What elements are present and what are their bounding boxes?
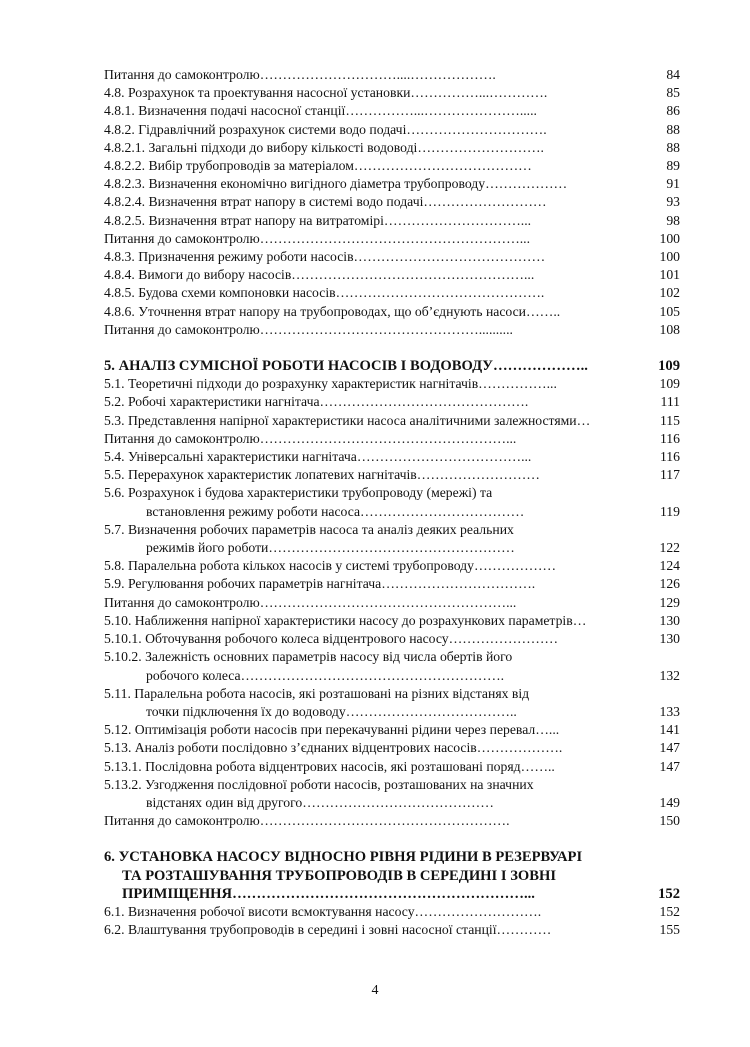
toc-entry-title: 5.2. Робочі характеристики нагнітача……………………………………….: [104, 394, 529, 410]
toc-entry-page: 93: [666, 194, 680, 210]
toc-entry-page: 98: [666, 212, 680, 228]
toc-entry-page: 105: [659, 303, 680, 319]
toc-entry-title: відстанях один від другого……………………………………: [146, 794, 494, 810]
toc-entry-title: ТА РОЗТАШУВАННЯ ТРУБОПРОВОДІВ В СЕРЕДИНІ І ЗОВНІ: [122, 867, 557, 884]
toc-entry: [104, 466, 680, 484]
toc-entry-title: 5.6. Розрахунок і будова характеристики трубопроводу (мережі) та: [104, 485, 493, 501]
toc-entry-page: 129: [659, 594, 680, 610]
toc-entry-title: 5.1. Теоретичні підходи до розрахунку характеристик нагнітачів……………...: [104, 376, 557, 392]
toc-entry: [104, 557, 680, 575]
toc-entry: [104, 393, 680, 411]
toc-entry-page: 124: [659, 558, 680, 574]
toc-entry: [104, 794, 680, 812]
toc-entry-page: 91: [666, 176, 680, 192]
toc-entry-title: 5.11. Паралельна робота насосів, які розташовані на різних відстанях від: [104, 685, 530, 701]
toc-entry-title: 4.8.3. Призначення режиму роботи насосів……………………………………: [104, 249, 546, 265]
toc-entry-title: 4.8.4. Вимоги до вибору насосів……………………………………………...: [104, 267, 535, 283]
toc-entry: [104, 412, 680, 430]
toc-entry: [104, 430, 680, 448]
toc-entry: [104, 448, 680, 466]
toc-entry: [104, 157, 680, 175]
toc-entry: [104, 230, 680, 248]
toc-entry: [104, 539, 680, 557]
toc-entry: [104, 503, 680, 521]
toc-entry-title: встановлення режиму роботи насоса………………………………: [146, 503, 525, 519]
toc-entry: [104, 521, 680, 539]
toc-entry-title: 4.8.2.1. Загальні підходи до вибору кількості водоводі……………………….: [104, 139, 544, 155]
toc-entry: [104, 121, 680, 139]
toc-entry-title: 5.8. Паралельна робота кількох насосів у системі трубопроводу………………: [104, 558, 557, 574]
toc-entry-title: 5.13.2. Узгодження послідовної роботи насосів, розташованих на значних: [104, 776, 534, 792]
toc-entry-title: 4.8.2.2. Вибір трубопроводів за матеріалом…………………………………: [104, 158, 532, 174]
toc-entry-page: 132: [659, 667, 680, 683]
toc-entry: [104, 321, 680, 339]
toc-entry: [104, 102, 680, 120]
toc-entry: [104, 248, 680, 266]
toc-entry-page: 147: [659, 740, 680, 756]
toc-entry: [104, 175, 680, 193]
toc-entry-page: 130: [659, 631, 680, 647]
toc-entry-title: 4.8.5. Будова схеми компоновки насосів……………………………………….: [104, 285, 545, 301]
toc-entry-page: 155: [659, 922, 680, 938]
toc-entry-page: 147: [659, 758, 680, 774]
toc-entry-title: Питання до самоконтролю………………………………………………...: [104, 430, 517, 446]
toc-entry-page: 126: [659, 576, 680, 592]
toc-entry-page: 116: [659, 430, 680, 446]
toc-entry-title: точки підключення їх до водоводу………………………………..: [146, 703, 517, 719]
toc-entry-page: 141: [659, 722, 680, 738]
toc-entry: [104, 594, 680, 612]
toc-entry-title: 4.8.2. Гідравлічний розрахунок системи водо подачі………………………….: [104, 121, 547, 137]
toc-entry-page: 109: [658, 358, 680, 375]
toc-entry-title: 5.4. Універсальні характеристики нагнітача………………………………...: [104, 449, 532, 465]
toc-entry-title: Питання до самоконтролю………………………………………………...: [104, 594, 517, 610]
toc-entry-page: 102: [659, 285, 680, 301]
toc-entry-page: 89: [666, 158, 680, 174]
toc-entry-page: 152: [658, 885, 680, 902]
toc-entry: [104, 667, 680, 685]
toc-entry-page: 119: [659, 503, 680, 519]
toc-entry: [104, 303, 680, 321]
toc-entry: [104, 921, 680, 939]
toc-entry-title: 5.13. Аналіз роботи послідовно з’єднаних відцентрових насосів……………….: [104, 740, 563, 756]
toc-entry-page: 86: [666, 103, 680, 119]
toc-entry: [104, 848, 680, 866]
toc-entry-title: 4.8.1. Визначення подачі насосної станції……………...………………….....: [104, 103, 537, 119]
toc-entry-title: ПРИМІЩЕННЯ……………………………………………………...: [122, 885, 535, 902]
toc-entry: [104, 703, 680, 721]
toc-entry-title: 4.8.2.5. Визначення втрат напору на витратомірі…………………………...: [104, 212, 532, 228]
toc-entry-page: 150: [659, 813, 680, 829]
toc-entry: [104, 758, 680, 776]
toc-entry: [104, 212, 680, 230]
toc-entry-title: 5.3. Представлення напірної характеристики насоса аналітичними залежностями…: [104, 412, 591, 428]
table-of-contents: [104, 66, 680, 939]
toc-entry: [104, 903, 680, 921]
toc-entry-title: 5.13.1. Послідовна робота відцентрових насосів, які розташовані поряд……..: [104, 758, 555, 774]
toc-entry: [104, 375, 680, 393]
toc-entry-title: Питання до самоконтролю…………………………………………..........: [104, 321, 513, 337]
toc-entry-page: 100: [659, 230, 680, 246]
toc-entry-page: 111: [660, 394, 680, 410]
toc-entry-page: 100: [659, 249, 680, 265]
toc-entry-page: 130: [659, 612, 680, 628]
toc-entry-title: Питання до самоконтролю……………………………………………….: [104, 813, 510, 829]
toc-entry-page: 88: [666, 121, 680, 137]
toc-entry-title: 5.7. Визначення робочих параметрів насоса та аналіз деяких реальних: [104, 521, 514, 537]
toc-entry-page: 115: [659, 412, 680, 428]
toc-entry-page: 84: [666, 67, 680, 82]
toc-entry-title: 5.12. Оптимізація роботи насосів при перекачуванні рідини через перевал…...: [104, 722, 560, 738]
toc-entry-title: 6. УСТАНОВКА НАСОСУ ВІДНОСНО РІВНЯ РІДИНИ В РЕЗЕРВУАРІ: [104, 849, 583, 866]
toc-entry-page: 109: [659, 376, 680, 392]
page-number: 4: [371, 983, 379, 998]
toc-entry: [104, 885, 680, 903]
toc-entry: [104, 739, 680, 757]
toc-entry-title: 5.9. Регулювання робочих параметрів нагнітача…………………………….: [104, 576, 536, 592]
toc-entry: [104, 812, 680, 830]
toc-entry: [104, 484, 680, 502]
toc-entry: [104, 357, 680, 375]
toc-entry-title: 4.8.6. Уточнення втрат напору на трубопроводах, що об’єднують насоси……..: [104, 303, 561, 319]
toc-entry: [104, 721, 680, 739]
toc-entry-title: 5.10.2. Залежність основних параметрів насосу від числа обертів його: [104, 649, 513, 665]
toc-entry: [104, 867, 680, 885]
toc-entry-title: 4.8. Розрахунок та проектування насосної установки……………...………….: [104, 85, 548, 101]
toc-entry: [104, 84, 680, 102]
toc-entry-title: 5.10. Наближення напірної характеристики насосу до розрахункових параметрів…: [104, 612, 587, 628]
toc-entry-page: 122: [659, 540, 680, 556]
toc-entry: [104, 648, 680, 666]
toc-entry-page: 108: [659, 321, 680, 337]
toc-entry-title: режимів його роботи………………………………………………: [146, 540, 515, 556]
toc-entry: [104, 630, 680, 648]
toc-entry-page: 117: [659, 467, 680, 483]
toc-entry-page: 101: [659, 267, 680, 283]
toc-entry-title: 6.2. Влаштування трубопроводів в середині і зовні насосної станції…………: [104, 922, 552, 938]
toc-entry: [104, 139, 680, 157]
toc-entry: [104, 66, 680, 84]
toc-entry-title: 4.8.2.4. Визначення втрат напору в системі водо подачі………………………: [104, 194, 547, 210]
toc-entry-page: 85: [666, 85, 680, 101]
toc-entry-page: 116: [659, 449, 680, 465]
toc-entry-page: 88: [666, 139, 680, 155]
toc-entry-title: 4.8.2.3. Визначення економічно вигідного діаметра трубопроводу………………: [104, 176, 568, 192]
toc-entry: [104, 284, 680, 302]
toc-entry-title: 5.5. Перерахунок характеристик лопатевих нагнітачів………………………: [104, 467, 540, 483]
toc-entry-page: 133: [659, 703, 680, 719]
toc-entry: [104, 776, 680, 794]
toc-entry-title: робочого колеса………………………………………………….: [146, 667, 505, 683]
toc-entry: [104, 685, 680, 703]
toc-entry-title: 6.1. Визначення робочої висоти всмоктування насосу……………………….: [104, 903, 542, 919]
toc-entry: [104, 266, 680, 284]
toc-entry-page: 152: [659, 903, 680, 919]
toc-entry-title: 5.10.1. Обточування робочого колеса відцентрового насосу……………………: [104, 631, 559, 647]
toc-entry-title: 5. АНАЛІЗ СУМІСНОЇ РОБОТИ НАСОСІВ І ВОДОВОДУ………………..: [104, 358, 588, 375]
toc-entry: [104, 193, 680, 211]
toc-entry: [104, 612, 680, 630]
toc-entry: [104, 575, 680, 593]
toc-entry-title: Питання до самоконтролю…………………………………………………...: [104, 230, 531, 246]
toc-entry-page: 149: [659, 794, 680, 810]
toc-entry-title: Питання до самоконтролю…………………………....……………….: [104, 67, 496, 82]
